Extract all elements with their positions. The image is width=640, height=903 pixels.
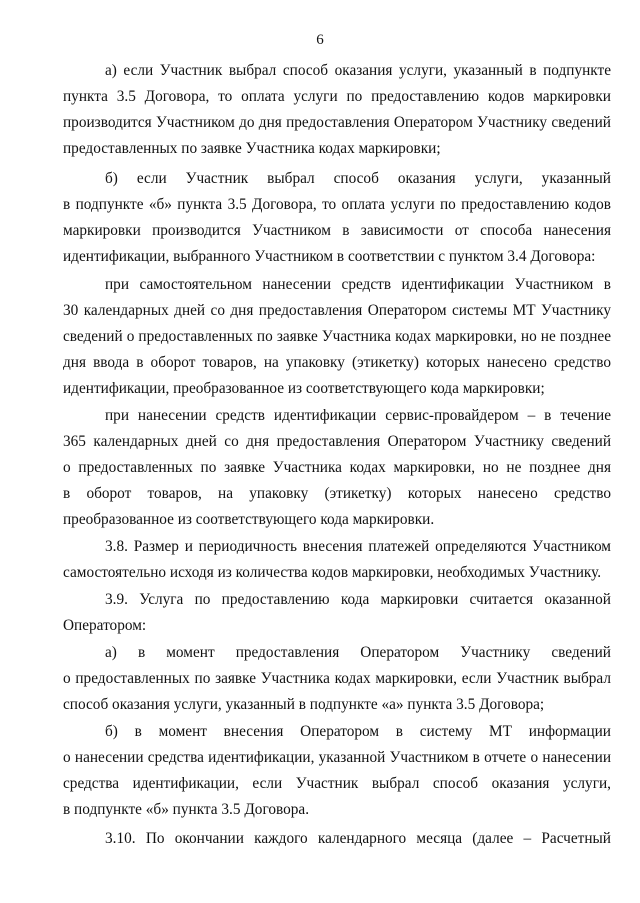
text-line: б) если Участник выбрал способ оказания услуги, указанный bbox=[105, 170, 611, 187]
text-line: производится Участником до дня предоставления Оператором Участнику сведений bbox=[63, 114, 611, 131]
text-line: 3.10. По окончании каждого календарного месяца (далее – Расчетный bbox=[105, 830, 611, 847]
text-line: маркировки производится Участником в зависимости от способа нанесения bbox=[63, 222, 611, 239]
text-line: а) в момент предоставления Оператором Участнику сведений bbox=[105, 644, 611, 661]
text-line: б) в момент внесения Оператором в систему МТ информации bbox=[105, 723, 611, 740]
text-line: 3.8. Размер и периодичность внесения платежей определяются Участником bbox=[105, 538, 611, 555]
text-line: преобразованное из соответствующего кода маркировки. bbox=[63, 511, 435, 528]
text-line: о предоставленных по заявке Участника кодах маркировки, если Участник выбрал bbox=[63, 670, 611, 687]
text-line: при нанесении средств идентификации сервис-провайдером – в течение bbox=[105, 407, 611, 424]
page-number: 6 bbox=[316, 32, 324, 48]
text-line: о нанесении средства идентификации, указанной Участником в отчете о нанесении bbox=[63, 749, 611, 766]
text-line: предоставленных по заявке Участника кодах маркировки; bbox=[63, 140, 441, 157]
text-line: в оборот товаров, на упаковку (этикетку) которых нанесено средство bbox=[63, 485, 611, 502]
text-line: способ оказания услуги, указанный в подпункте «а» пункта 3.5 Договора; bbox=[63, 696, 545, 713]
text-line: средства идентификации, если Участник выбрал способ оказания услуги, bbox=[63, 775, 611, 792]
text-line: 30 календарных дней со дня предоставления Оператором системы МТ Участнику bbox=[63, 302, 611, 319]
text-line: а) если Участник выбрал способ оказания услуги, указанный в подпункте bbox=[105, 62, 611, 79]
text-line: при самостоятельном нанесении средств идентификации Участником в bbox=[105, 276, 611, 293]
text-line: дня ввода в оборот товаров, на упаковку (этикетку) которых нанесено средство bbox=[63, 354, 611, 371]
text-line: самостоятельно исходя из количества кодов маркировки, необходимых Участнику. bbox=[63, 564, 602, 581]
text-line: сведений о предоставленных по заявке Участника кодах маркировки, но не позднее bbox=[63, 328, 611, 345]
text-line: 365 календарных дней со дня предоставления Оператором Участнику сведений bbox=[63, 433, 611, 450]
text-line: 3.9. Услуга по предоставлению кода маркировки считается оказанной bbox=[105, 591, 611, 608]
text-line: пункта 3.5 Договора, то оплата услуги по предоставлению кодов маркировки bbox=[63, 88, 611, 105]
text-line: идентификации, преобразованное из соответствующего кода маркировки; bbox=[63, 380, 545, 397]
text-line: о предоставленных по заявке Участника кодах маркировки, но не позднее дня bbox=[63, 459, 611, 476]
text-line: Оператором: bbox=[63, 617, 147, 634]
text-line: идентификации, выбранного Участником в соответствии с пунктом 3.4 Договора: bbox=[63, 248, 596, 265]
text-line: в подпункте «б» пункта 3.5 Договора. bbox=[63, 801, 310, 818]
text-line: в подпункте «б» пункта 3.5 Договора, то оплата услуги по предоставлению кодов bbox=[63, 196, 611, 213]
